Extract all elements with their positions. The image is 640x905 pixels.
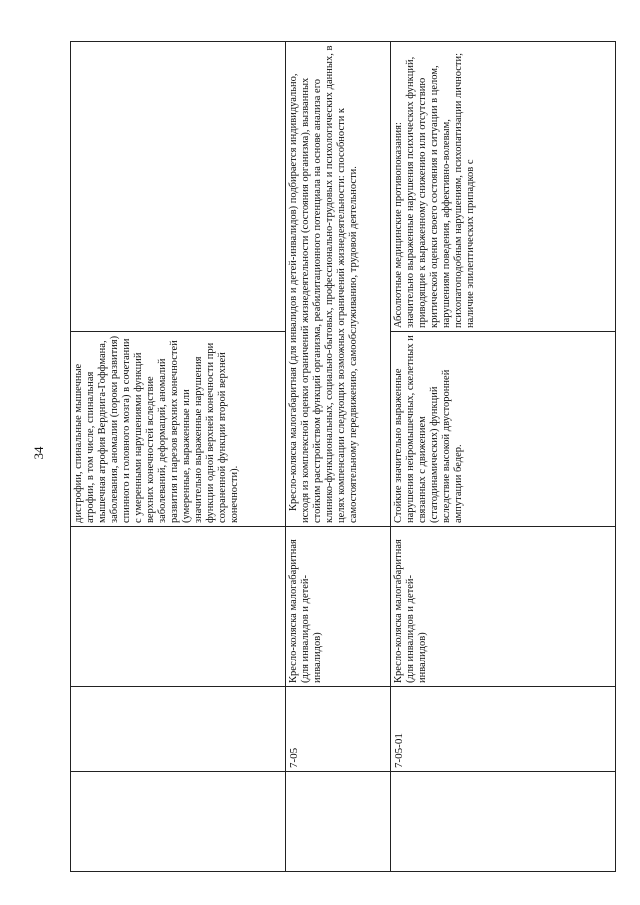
contraindications-cell xyxy=(391,42,616,332)
contraindications-heading: Абсолютные медицинские противопоказания: xyxy=(393,122,404,328)
name-cell: Кресло-коляска малогабаритная (для инвалидов и детей-инвалидов) xyxy=(286,527,391,687)
page-number: 34 xyxy=(31,446,46,460)
contraindications-item: наличие эпилептических припадков с xyxy=(465,159,476,328)
code-cell xyxy=(71,687,286,772)
code-cell: 7-05-01 xyxy=(391,687,616,772)
empty-cell xyxy=(71,772,286,872)
description-cell: Кресло-коляска малогабаритная (для инвалидов и детей-инвалидов) подбирается индивидуально, исходя из комплексной оценки ограничений жизнедеятельности (состояния организма), вызванных стойким расстройством функций организма, реабилитационного потенциала на основе анализа его клинико-функциональных, социально-бытовых, профессионально-трудовых и психологических данных, в целях компенсации следующих возможных ограничений жизнедеятельности: способности к самостоятельному передвижению, самообслуживанию, трудовой деятельности. xyxy=(286,42,391,527)
code-cell: 7-05 xyxy=(286,687,391,772)
table-row xyxy=(391,42,616,872)
name-cell: Кресло-коляска малогабаритная (для инвалидов и детей-инвалидов) xyxy=(391,527,616,687)
empty-cell xyxy=(286,772,391,872)
rotated-table-container xyxy=(70,42,600,872)
prosthetics-table xyxy=(70,41,616,872)
indications-cell: дистрофии, спинальные мышечные атрофии, в том числе, спинальная мышечная атрофия Верднига-Гоффмана, заболевания, аномалии (пороки развития) спинного и головного мозга) в сочетании с умеренными нарушениями функций верхних конечностей вследствие заболеваний, деформаций, аномалий развития и парезов верхних конечностей (умеренные, выраженные или значительно выраженные нарушения функции одной верхней конечности при сохраненной функции второй верхней конечности). xyxy=(71,332,286,527)
empty-cell xyxy=(391,772,616,872)
name-cell xyxy=(71,527,286,687)
contraindications-item: значительно выраженные нарушения психических функций, приводящие к выраженному снижению или отсутствию критической оценки своего состояния и ситуации в целом, нарушениям поведения, аффективно-волевым, психопатоподобным нарушениям, психопатизации личности; xyxy=(405,52,464,328)
indications-cell: Стойкие значительно выраженные нарушения нейромышечных, скелетных и связанных с движением (статодинамических) функций вследствие высокой двусторонней ампутации бедер. xyxy=(391,332,616,527)
contraindications-cell xyxy=(71,42,286,332)
table-row xyxy=(286,42,391,872)
table-row xyxy=(71,42,286,872)
